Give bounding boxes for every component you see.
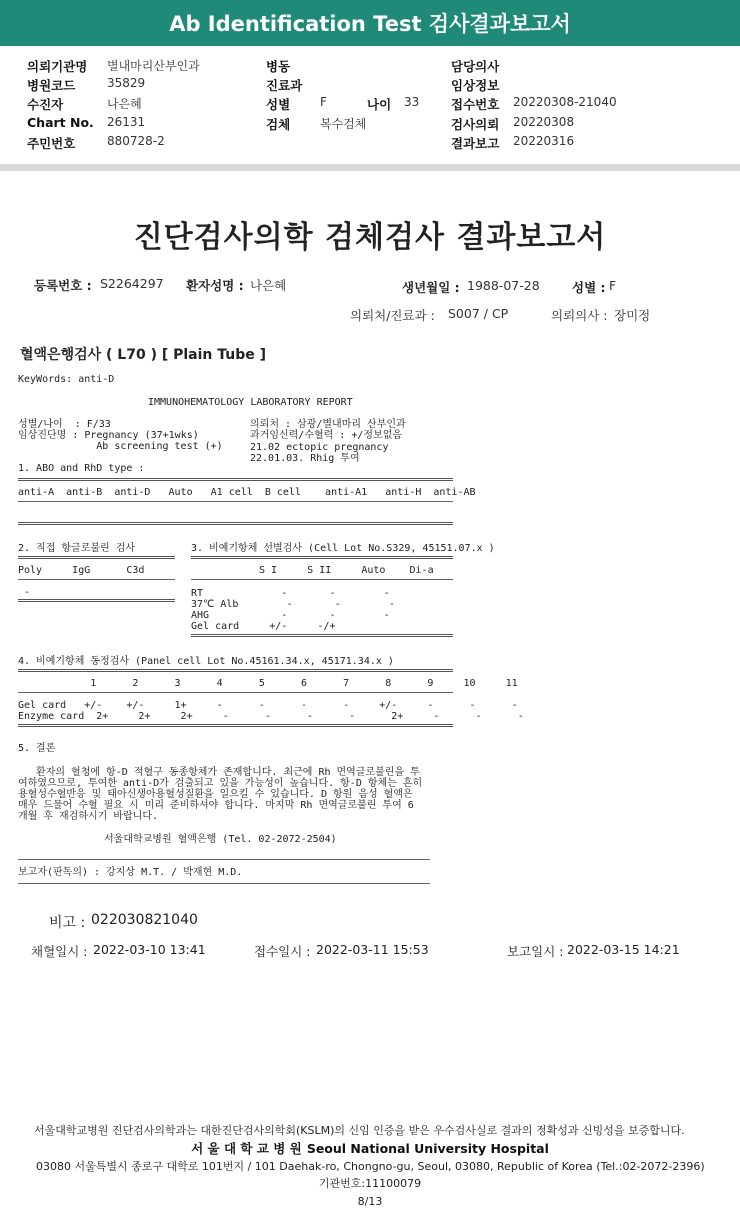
abo-mid-rule xyxy=(18,501,453,502)
reporter-bottom-rule xyxy=(18,883,430,884)
receipt-no-value: 20220308-21040 xyxy=(513,95,617,109)
screen-row: Gel card +/- -/+ xyxy=(191,621,336,632)
diagnosis-line: 임상진단명 : Pregnancy (37+1wks) xyxy=(18,430,199,441)
patient-name-value: 나은혜 xyxy=(250,278,287,293)
req-doctor-value: 장미정 xyxy=(614,308,651,323)
resident-no-label: 주민번호 xyxy=(27,136,76,151)
abo-top-rule xyxy=(18,478,453,481)
screen-row: AHG - - - xyxy=(191,610,390,621)
screen-top-rule xyxy=(191,556,453,559)
patient-label: 수진자 xyxy=(27,97,64,112)
abo-section-title: 1. ABO and RhD type : xyxy=(18,463,145,474)
banner-title: Ab Identification Test 검사결과보고서 xyxy=(169,12,571,36)
hospital-code-value: 35829 xyxy=(107,76,146,90)
reporter-line: 보고자(판독의) : 강지상 M.T. / 박재현 M.D. xyxy=(18,867,243,878)
collect-label: 채혈일시 : xyxy=(31,944,88,959)
dept-label: 진료과 xyxy=(266,78,303,93)
screen-row: RT - - - xyxy=(191,588,390,599)
age-value: 33 xyxy=(404,95,420,109)
patient-name-label: 환자성명 : xyxy=(186,278,244,293)
doctor-label: 담당의사 xyxy=(451,59,500,74)
screen-bottom-rule xyxy=(191,634,453,637)
dat-values: - xyxy=(18,587,31,598)
abo-bottom-rule xyxy=(18,522,453,525)
receive-value: 2022-03-11 15:53 xyxy=(316,942,429,957)
remarks-value: 022030821040 xyxy=(91,912,198,928)
hospital-name xyxy=(0,1138,740,1157)
conclusion-line: 매우 드물어 수혈 필요 시 미리 준비하셔야 합니다. 마지막 Rh 면역글로불린 투여 6 xyxy=(18,800,414,811)
ward-dept-label: 의뢰처/진료과 : xyxy=(350,308,435,323)
history-detail-1: 21.02 ectopic pregnancy xyxy=(250,442,389,453)
report-sex-value: F xyxy=(609,278,617,293)
certification-text: 서울대학교병원 진단검사의학과는 대한진단검사의학회(KSLM)의 신임 인증을 받은 우수검사실로 결과의 정확성과 신빙성을 보증합니다. xyxy=(34,1124,685,1137)
panel-top-rule xyxy=(18,669,453,672)
dat-headers: Poly IgG C3d xyxy=(18,565,145,576)
blood-bank-contact: 서울대학교병원 혈액은행 (Tel. 02-2072-2504) xyxy=(104,834,337,845)
chart-no-value: 26131 xyxy=(107,115,146,129)
chart-no-label: Chart No. xyxy=(27,115,94,130)
panel-headers: 1 2 3 4 5 6 7 8 9 10 11 xyxy=(18,678,518,689)
reg-no-label: 등록번호 : xyxy=(34,278,92,293)
hospital-name-en: Seoul National University Hospital xyxy=(306,1141,549,1156)
page-number: 8/13 xyxy=(357,1195,383,1208)
receipt-no-label: 접수번호 xyxy=(451,97,500,112)
request-date-label: 검사의뢰 xyxy=(451,117,500,132)
conclusion-line: 환자의 혈청에 항-D 적혈구 동종항체가 존재합니다. 최근에 Rh 면역글로불린을 투 xyxy=(18,767,420,778)
section-divider xyxy=(0,164,740,171)
specimen-value: 복수검체 xyxy=(320,117,367,131)
abo-headers: anti-A anti-B anti-D Auto A1 cell B cell anti-A1 anti-H anti-AB xyxy=(18,487,476,498)
dat-section-title: 2. 직접 항글로불린 검사 xyxy=(18,543,136,554)
conclusion-line: 개월 후 재검하시기 바랍니다. xyxy=(18,811,159,822)
hospital-code-label: 병원코드 xyxy=(27,78,76,93)
history-line: 과거임신력/수혈력 : +/정보없음 xyxy=(250,430,403,441)
resident-no-value: 880728-2 xyxy=(107,134,165,148)
dat-bottom-rule xyxy=(18,599,175,602)
ward-dept-value: S007 / CP xyxy=(448,306,509,321)
report-time-value: 2022-03-15 14:21 xyxy=(567,942,680,957)
dob-value: 1988-07-28 xyxy=(467,278,540,293)
age-label: 나이 xyxy=(367,97,392,112)
dat-top-rule xyxy=(18,556,175,559)
screen-headers: S I S II Auto Di-a xyxy=(259,565,434,576)
panel-gel-row: Gel card +/- +/- 1+ - - - - +/- - - - xyxy=(18,700,518,711)
clinical-info-label: 임상정보 xyxy=(451,78,500,93)
remarks-label: 비고 : xyxy=(49,915,86,931)
panel-section-title: 4. 비예기항체 동정검사 (Panel cell Lot No.45161.34.x, 45171.34.x ) xyxy=(18,656,394,667)
conclusion-line: 용혈성수혈반응 및 태아신생아용혈성질환을 일으킬 수 있습니다. D 항원 음성 혈액은 xyxy=(18,789,413,800)
history-detail-2: 22.01.03. Rhig 투여 xyxy=(250,453,360,464)
dat-mid-rule xyxy=(18,579,175,580)
sex-label: 성별 xyxy=(266,97,291,112)
specimen-label: 검체 xyxy=(266,117,291,132)
report-date-label: 결과보고 xyxy=(451,136,500,151)
sex-value: F xyxy=(320,95,327,109)
sex-age-line: 성별/나이 : F/33 xyxy=(18,419,111,430)
collect-value: 2022-03-10 13:41 xyxy=(93,942,206,957)
ward-label: 병동 xyxy=(266,59,291,74)
conclusion-title: 5. 결론 xyxy=(18,743,56,754)
screen-section-title: 3. 비예기항체 선별검사 (Cell Lot No.S329, 45151.07.x ) xyxy=(191,543,495,554)
dob-label: 생년월일 : xyxy=(402,280,460,295)
reg-no-value: S2264297 xyxy=(100,276,164,291)
requester-line: 의뢰처 : 삼광/별내마리 산부인과 xyxy=(250,419,406,430)
institution-no: 기관번호:11100079 xyxy=(318,1177,422,1190)
address: 03080 서울특별시 종로구 대학로 101번지 / 101 Daehak-ro, Chongno-gu, Seoul, 03080, Republic of Korea (Tel.:02-2072-2396) xyxy=(36,1160,705,1173)
panel-mid-rule xyxy=(18,692,453,693)
reporter-top-rule xyxy=(18,859,430,860)
report-title: 진단검사의학 검체검사 결과보고서 xyxy=(133,220,607,255)
patient-value: 나은혜 xyxy=(107,97,142,111)
panel-enzyme-row: Enzyme card 2+ 2+ 2+ - - - - 2+ - - - xyxy=(18,711,524,722)
receive-label: 접수일시 : xyxy=(254,944,311,959)
section-title: 혈액은행검사 ( L70 ) [ Plain Tube ] xyxy=(20,347,267,363)
hospital-name-value: 별내마리산부인과 xyxy=(107,59,200,73)
lab-report-title: IMMUNOHEMATOLOGY LABORATORY REPORT xyxy=(148,397,353,408)
hospital-name-kr: 서 울 대 학 교 병 원 xyxy=(191,1141,302,1156)
req-doctor-label: 의뢰의사 : xyxy=(551,308,608,323)
panel-bottom-rule xyxy=(18,724,453,727)
request-date-value: 20220308 xyxy=(513,115,575,129)
report-sex-label: 성별 : xyxy=(572,280,606,295)
report-time-label: 보고일시 : xyxy=(507,944,564,959)
hospital-name-label: 의뢰기관명 xyxy=(27,59,88,74)
keywords: KeyWords: anti-D xyxy=(18,374,115,385)
conclusion-line: 여하였으므로, 투여한 anti-D가 검출되고 있을 가능성이 높습니다. 항-D 항체는 흔히 xyxy=(18,778,423,789)
diagnosis-line-2: Ab screening test (+) xyxy=(18,441,223,452)
screen-row: 37℃ Alb - - - xyxy=(191,599,395,610)
report-date-value: 20220316 xyxy=(513,134,575,148)
screen-mid-rule xyxy=(191,579,453,580)
